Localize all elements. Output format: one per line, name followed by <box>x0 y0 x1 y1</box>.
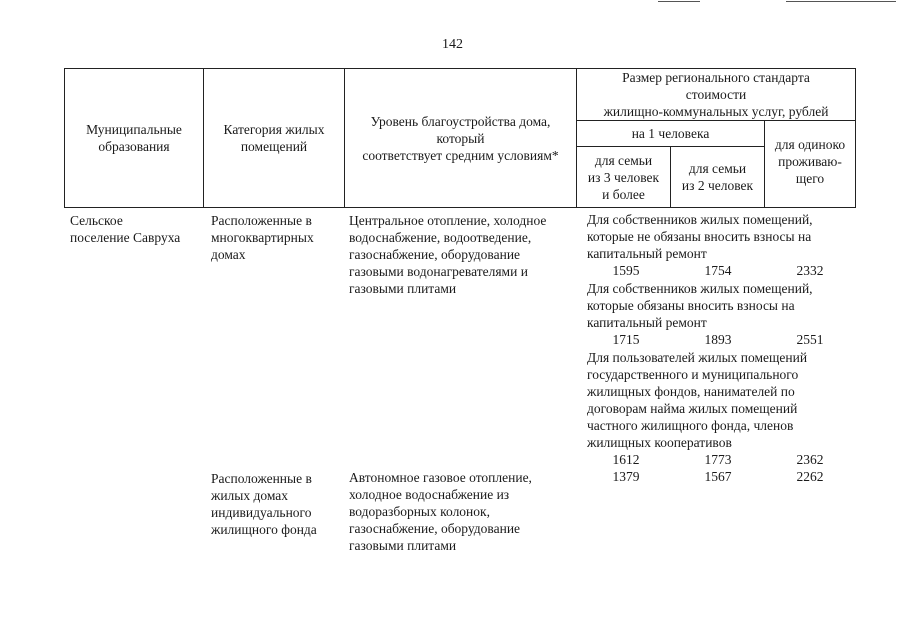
value-family2: 1893 <box>704 332 732 347</box>
top-rule-left <box>658 1 700 2</box>
value-family3: 1612 <box>612 452 640 467</box>
group2-values <box>580 331 856 348</box>
group2-label: Для собственников жилых помещений, которые обязаны вносить взносы на капитальный ремонт <box>587 281 813 330</box>
value-single: 2262 <box>796 469 824 484</box>
row1-category: Расположенные в многоквартирных домах <box>211 213 314 262</box>
row1-level: Центральное отопление, холодное водоснабжение, водоотведение, газоснабжение, оборудование газовыми водонагревателями и газовыми плитами <box>349 213 547 296</box>
value-family3: 1379 <box>612 469 640 484</box>
header-category: Категория жилых помещений <box>223 122 325 154</box>
row2-values <box>580 468 856 485</box>
value-family2: 1754 <box>704 263 732 278</box>
header-municipal: Муниципальные образования <box>86 122 182 154</box>
row1-municipality: Сельское поселение Савруха <box>70 213 181 245</box>
group3-values <box>580 451 856 468</box>
value-single: 2362 <box>796 452 824 467</box>
table-header <box>64 68 856 208</box>
top-rule-right <box>786 1 896 2</box>
header-family3: для семьи из 3 человек и более <box>587 152 660 202</box>
value-family3: 1595 <box>612 263 640 278</box>
header-single: для одиноко проживаю- щего <box>774 136 846 186</box>
group3-label: Для пользователей жилых помещений государственного и муниципального жилищных фондов, нанимателей по договорам найма жилых помещений частного жилищного фонда, членов жилищных кооперативов <box>587 350 808 450</box>
header-per-person: на 1 человека <box>631 126 710 141</box>
header-level: Уровень благоустройства дома, который соответствует средним условиям* <box>362 113 559 163</box>
value-single: 2551 <box>796 332 824 347</box>
value-single: 2332 <box>796 263 824 278</box>
group1-values <box>580 262 856 279</box>
value-family2: 1773 <box>704 452 732 467</box>
header-family2: для семьи из 2 человек <box>681 161 754 193</box>
row2-category: Расположенные в жилых домах индивидуального жилищного фонда <box>211 471 317 537</box>
value-family3: 1715 <box>612 332 640 347</box>
row2-level: Автономное газовое отопление, холодное водоснабжение из водоразборных колонок, газоснабжение, оборудование газовыми плитами <box>349 470 532 553</box>
group1-label: Для собственников жилых помещений, которые не обязаны вносить взносы на капитальный ремонт <box>587 212 813 261</box>
page-number: 142 <box>442 37 463 52</box>
value-family2: 1567 <box>704 469 732 484</box>
header-standard-size: Размер регионального стандарта стоимости жилищно-коммунальных услуг, рублей <box>603 70 829 119</box>
